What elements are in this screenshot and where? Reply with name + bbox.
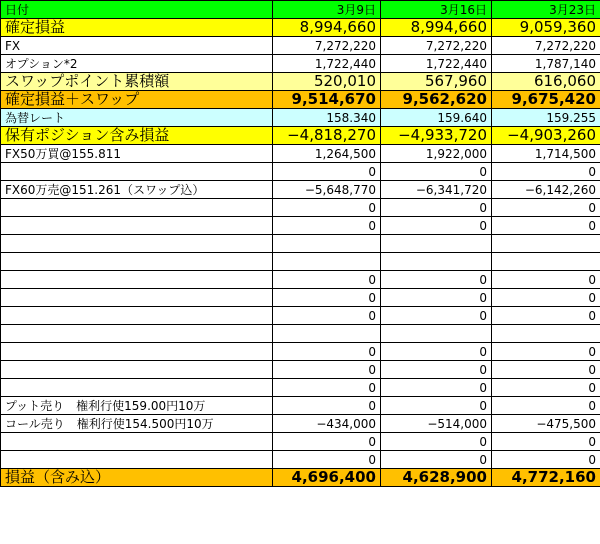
value-cell[interactable] — [381, 253, 492, 271]
value-cell[interactable]: 1,714,500 — [492, 145, 600, 163]
value-cell[interactable]: 7,272,220 — [492, 37, 600, 55]
row-label-cell[interactable] — [1, 163, 273, 181]
header-date-cell[interactable]: 3月23日 — [492, 1, 600, 19]
value-cell[interactable]: 0 — [381, 361, 492, 379]
value-cell[interactable]: 0 — [273, 451, 381, 469]
value-cell[interactable]: −4,933,720 — [381, 127, 492, 145]
value-cell[interactable]: 0 — [492, 433, 600, 451]
value-cell[interactable]: 9,675,420 — [492, 91, 600, 109]
row-label-cell[interactable]: 保有ポジション含み損益 — [1, 127, 273, 145]
table-row — [1, 253, 600, 271]
value-cell[interactable]: 0 — [273, 343, 381, 361]
row-label-cell[interactable]: 確定損益＋スワップ — [1, 91, 273, 109]
value-cell[interactable]: 0 — [381, 379, 492, 397]
value-cell[interactable]: 0 — [273, 271, 381, 289]
row-label-cell[interactable]: 確定損益 — [1, 19, 273, 37]
value-cell[interactable]: 158.340 — [273, 109, 381, 127]
table-row — [1, 451, 600, 469]
value-cell[interactable]: 0 — [381, 343, 492, 361]
table-row — [1, 19, 600, 37]
table-row — [1, 199, 600, 217]
header-date-cell[interactable]: 3月9日 — [273, 1, 381, 19]
value-cell[interactable]: 4,696,400 — [273, 469, 381, 487]
table-row — [1, 181, 600, 199]
value-cell[interactable]: 0 — [381, 217, 492, 235]
header-date-cell[interactable]: 3月16日 — [381, 1, 492, 19]
header-row — [1, 1, 600, 19]
table-row — [1, 235, 600, 253]
value-cell[interactable]: 8,994,660 — [273, 19, 381, 37]
value-cell[interactable]: −4,903,260 — [492, 127, 600, 145]
row-label-cell[interactable]: コール売り 権利行使154.500円10万 — [1, 415, 273, 433]
table-row — [1, 415, 600, 433]
value-cell[interactable]: 0 — [381, 307, 492, 325]
value-cell[interactable]: 0 — [381, 289, 492, 307]
value-cell[interactable]: 0 — [273, 163, 381, 181]
value-cell[interactable]: 7,272,220 — [273, 37, 381, 55]
value-cell[interactable]: −434,000 — [273, 415, 381, 433]
value-cell[interactable] — [273, 235, 381, 253]
value-cell[interactable]: 0 — [492, 163, 600, 181]
value-cell[interactable]: 0 — [492, 199, 600, 217]
value-cell[interactable] — [492, 325, 600, 343]
table-row — [1, 325, 600, 343]
value-cell[interactable]: 520,010 — [273, 73, 381, 91]
value-cell[interactable]: −475,500 — [492, 415, 600, 433]
table-row — [1, 289, 600, 307]
value-cell[interactable] — [273, 325, 381, 343]
value-cell[interactable]: −514,000 — [381, 415, 492, 433]
value-cell[interactable]: 0 — [492, 397, 600, 415]
row-label-cell[interactable] — [1, 217, 273, 235]
row-label-cell[interactable] — [1, 343, 273, 361]
value-cell[interactable]: 0 — [492, 289, 600, 307]
row-label-cell[interactable]: FX — [1, 37, 273, 55]
value-cell[interactable]: −6,341,720 — [381, 181, 492, 199]
row-label-cell[interactable] — [1, 235, 273, 253]
value-cell[interactable]: 1,922,000 — [381, 145, 492, 163]
value-cell[interactable]: 9,514,670 — [273, 91, 381, 109]
value-cell[interactable]: 7,272,220 — [381, 37, 492, 55]
value-cell[interactable]: 0 — [492, 307, 600, 325]
value-cell[interactable]: 9,059,360 — [492, 19, 600, 37]
row-label-cell[interactable] — [1, 433, 273, 451]
row-label-cell[interactable] — [1, 379, 273, 397]
table-row — [1, 469, 600, 487]
value-cell[interactable]: 567,960 — [381, 73, 492, 91]
value-cell[interactable]: −4,818,270 — [273, 127, 381, 145]
row-label-cell[interactable] — [1, 325, 273, 343]
value-cell[interactable]: 0 — [273, 289, 381, 307]
value-cell[interactable] — [381, 325, 492, 343]
value-cell[interactable]: 0 — [273, 361, 381, 379]
row-label-cell[interactable] — [1, 451, 273, 469]
value-cell[interactable]: 4,628,900 — [381, 469, 492, 487]
table-row — [1, 271, 600, 289]
value-cell[interactable]: 0 — [381, 397, 492, 415]
row-label-cell[interactable]: 為替レート — [1, 109, 273, 127]
row-label-cell[interactable] — [1, 307, 273, 325]
value-cell[interactable]: 0 — [492, 217, 600, 235]
value-cell[interactable] — [381, 235, 492, 253]
table-row — [1, 127, 600, 145]
row-label-cell[interactable]: オプション*2 — [1, 55, 273, 73]
row-label-cell[interactable] — [1, 253, 273, 271]
row-label-cell[interactable]: 損益（含み込） — [1, 469, 273, 487]
table-row — [1, 343, 600, 361]
table-row — [1, 73, 600, 91]
value-cell[interactable]: 0 — [381, 271, 492, 289]
value-cell[interactable]: 0 — [381, 163, 492, 181]
value-cell[interactable]: 0 — [273, 307, 381, 325]
row-label-cell[interactable] — [1, 199, 273, 217]
table-row — [1, 163, 600, 181]
value-cell[interactable]: 9,562,620 — [381, 91, 492, 109]
table-row — [1, 361, 600, 379]
row-label-cell[interactable]: FX50万買@155.811 — [1, 145, 273, 163]
row-label-cell[interactable]: FX60万売@151.261（スワップ込） — [1, 181, 273, 199]
value-cell[interactable]: 0 — [273, 433, 381, 451]
row-label-cell[interactable] — [1, 271, 273, 289]
value-cell[interactable] — [492, 253, 600, 271]
value-cell[interactable]: 0 — [492, 379, 600, 397]
value-cell[interactable]: 1,787,140 — [492, 55, 600, 73]
value-cell[interactable]: 0 — [273, 397, 381, 415]
table-row — [1, 37, 600, 55]
value-cell[interactable]: 1,264,500 — [273, 145, 381, 163]
value-cell[interactable]: −6,142,260 — [492, 181, 600, 199]
value-cell[interactable] — [273, 253, 381, 271]
value-cell[interactable]: 0 — [492, 343, 600, 361]
value-cell[interactable]: 1,722,440 — [273, 55, 381, 73]
value-cell[interactable]: 0 — [492, 271, 600, 289]
table-row — [1, 55, 600, 73]
value-cell[interactable]: 0 — [381, 451, 492, 469]
value-cell[interactable]: 0 — [492, 451, 600, 469]
row-label-cell[interactable]: スワップポイント累積額 — [1, 73, 273, 91]
table-row — [1, 433, 600, 451]
value-cell[interactable]: 0 — [273, 217, 381, 235]
value-cell[interactable]: 159.640 — [381, 109, 492, 127]
value-cell[interactable]: 616,060 — [492, 73, 600, 91]
value-cell[interactable]: 159.255 — [492, 109, 600, 127]
table-row — [1, 145, 600, 163]
value-cell[interactable]: 1,722,440 — [381, 55, 492, 73]
value-cell[interactable]: 0 — [381, 433, 492, 451]
table-row — [1, 379, 600, 397]
header-label-cell[interactable]: 日付 — [1, 1, 273, 19]
table-row — [1, 91, 600, 109]
value-cell[interactable]: 0 — [492, 361, 600, 379]
row-label-cell[interactable] — [1, 289, 273, 307]
value-cell[interactable]: −5,648,770 — [273, 181, 381, 199]
value-cell[interactable] — [492, 235, 600, 253]
value-cell[interactable]: 0 — [273, 379, 381, 397]
table-row — [1, 397, 600, 415]
table-row — [1, 109, 600, 127]
value-cell[interactable]: 0 — [381, 199, 492, 217]
value-cell[interactable]: 4,772,160 — [492, 469, 600, 487]
row-label-cell[interactable] — [1, 361, 273, 379]
value-cell[interactable]: 8,994,660 — [381, 19, 492, 37]
value-cell[interactable]: 0 — [273, 199, 381, 217]
table-row — [1, 217, 600, 235]
row-label-cell[interactable]: プット売り 権利行使159.00円10万 — [1, 397, 273, 415]
table-row — [1, 307, 600, 325]
